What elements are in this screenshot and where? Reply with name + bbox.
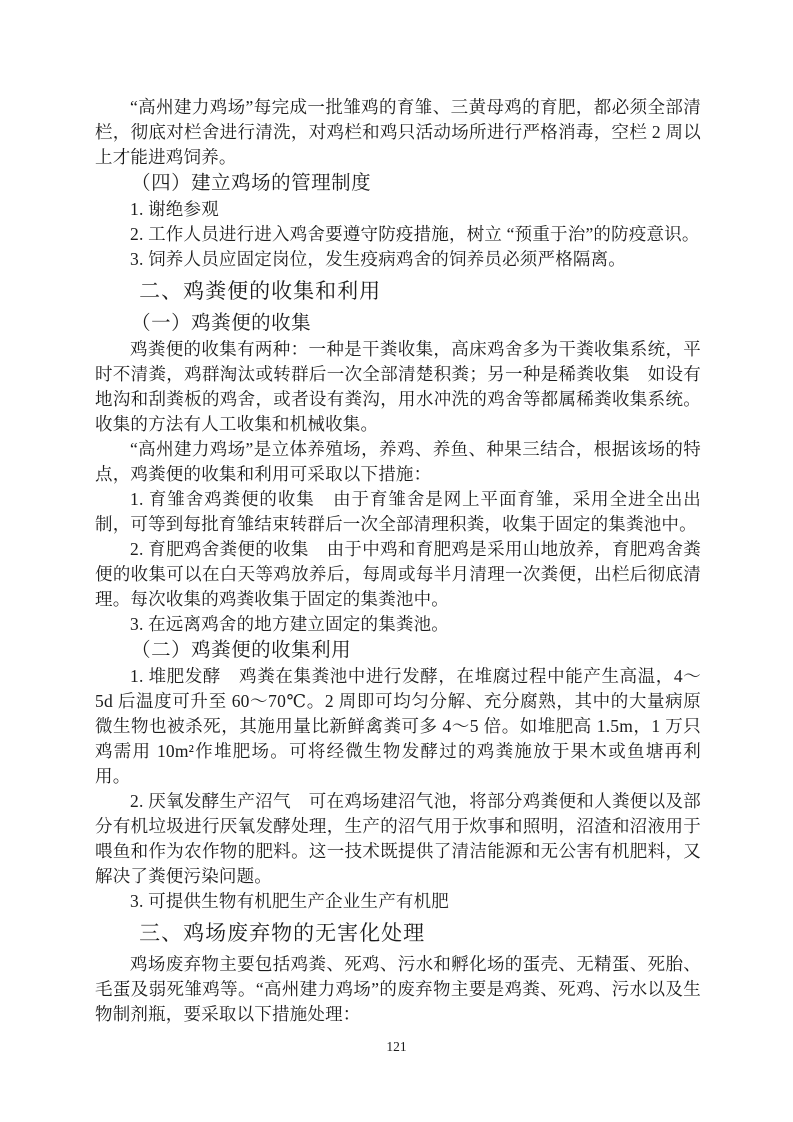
list-item: 2. 工作人员进行进入鸡舍要遵守防疫措施，树立 “预重于治”的防疫意识。 bbox=[130, 224, 700, 244]
list-item: 1. 育雏舍鸡粪便的收集 由于育雏舍是网上平面育雏，采用全进全出出制，可等到每批育雏结束转群后一次全部清理积粪，收集于固定的集粪池中。 bbox=[95, 489, 701, 534]
page-number: 121 bbox=[386, 1039, 407, 1054]
list-item: 1. 堆肥发酵 鸡粪在集粪池中进行发酵，在堆腐过程中能产生高温，4～5d 后温度可升至 60～70℃。2 周即可均匀分解、充分腐熟，其中的大量病原微生物也被杀死，其施用量比新鲜禽粪可多 4～5 倍。如堆肥高 1.5m，1 万只鸡需用 10m²作堆肥场。可将经微生物发酵过的鸡粪施放于果木或鱼塘再利用。 bbox=[95, 666, 701, 786]
list-item: 3. 在远离鸡舍的地方建立固定的集粪池。 bbox=[130, 614, 449, 634]
subsection-heading: （二）鸡粪便的收集利用 bbox=[131, 640, 352, 661]
section-heading: 二、鸡粪便的收集和利用 bbox=[139, 279, 382, 303]
paragraph: 鸡场废弃物主要包括鸡粪、死鸡、污水和孵化场的蛋壳、无精蛋、死胎、毛蛋及弱死雏鸡等。“高州建力鸡场”的废弃物主要是鸡粪、死鸡、污水以及生物制剂瓶，要采取以下措施处理： bbox=[95, 954, 701, 1024]
list-item: 2. 厌氧发酵生产沼气 可在鸡场建沼气池，将部分鸡粪便和人粪便以及部分有机垃圾进行厌氧发酵处理，生产的沼气用于炊事和照明，沼渣和沼液用于喂鱼和作为农作物的肥料。这一技术既提供了清洁能源和无公害有机肥料，又解决了粪便污染问题。 bbox=[95, 791, 701, 886]
paragraph: “高州建力鸡场”是立体养殖场，养鸡、养鱼、种果三结合，根据该场的特点，鸡粪便的收集和利用可采取以下措施： bbox=[95, 439, 701, 484]
list-item: 2. 育肥鸡舍粪便的收集 由于中鸡和育肥鸡是采用山地放养，育肥鸡舍粪便的收集可以在白天等鸡放养后，每周或每半月清理一次粪便，出栏后彻底清理。每次收集的鸡粪收集于固定的集粪池中。 bbox=[95, 539, 701, 609]
document-body bbox=[95, 95, 701, 1027]
subsection-heading: （一）鸡粪便的收集 bbox=[131, 313, 312, 334]
subsection-heading: （四）建立鸡场的管理制度 bbox=[131, 173, 372, 194]
list-item: 1. 谢绝参观 bbox=[130, 199, 219, 219]
paragraph: “高州建力鸡场”每完成一批雏鸡的育雏、三黄母鸡的育肥，都必须全部清栏，彻底对栏舍进行清洗，对鸡栏和鸡只活动场所进行严格消毒，空栏 2 周以上才能进鸡饲养。 bbox=[95, 97, 701, 167]
section-heading: 三、鸡场废弃物的无害化处理 bbox=[139, 921, 426, 945]
paragraph: 鸡粪便的收集有两种：一种是干粪收集，高床鸡舍多为干粪收集系统，平时不清粪，鸡群淘汰或转群后一次全部清楚积粪；另一种是稀粪收集 如设有地沟和刮粪板的鸡舍，或者设有粪沟，用水冲洗的鸡舍等都属稀粪收集系统。收集的方法有人工收集和机械收集。 bbox=[95, 339, 701, 434]
list-item: 3. 饲养人员应固定岗位，发生疫病鸡舍的饲养员必须严格隔离。 bbox=[130, 249, 626, 269]
list-item: 3. 可提供生物有机肥生产企业生产有机肥 bbox=[130, 891, 449, 911]
